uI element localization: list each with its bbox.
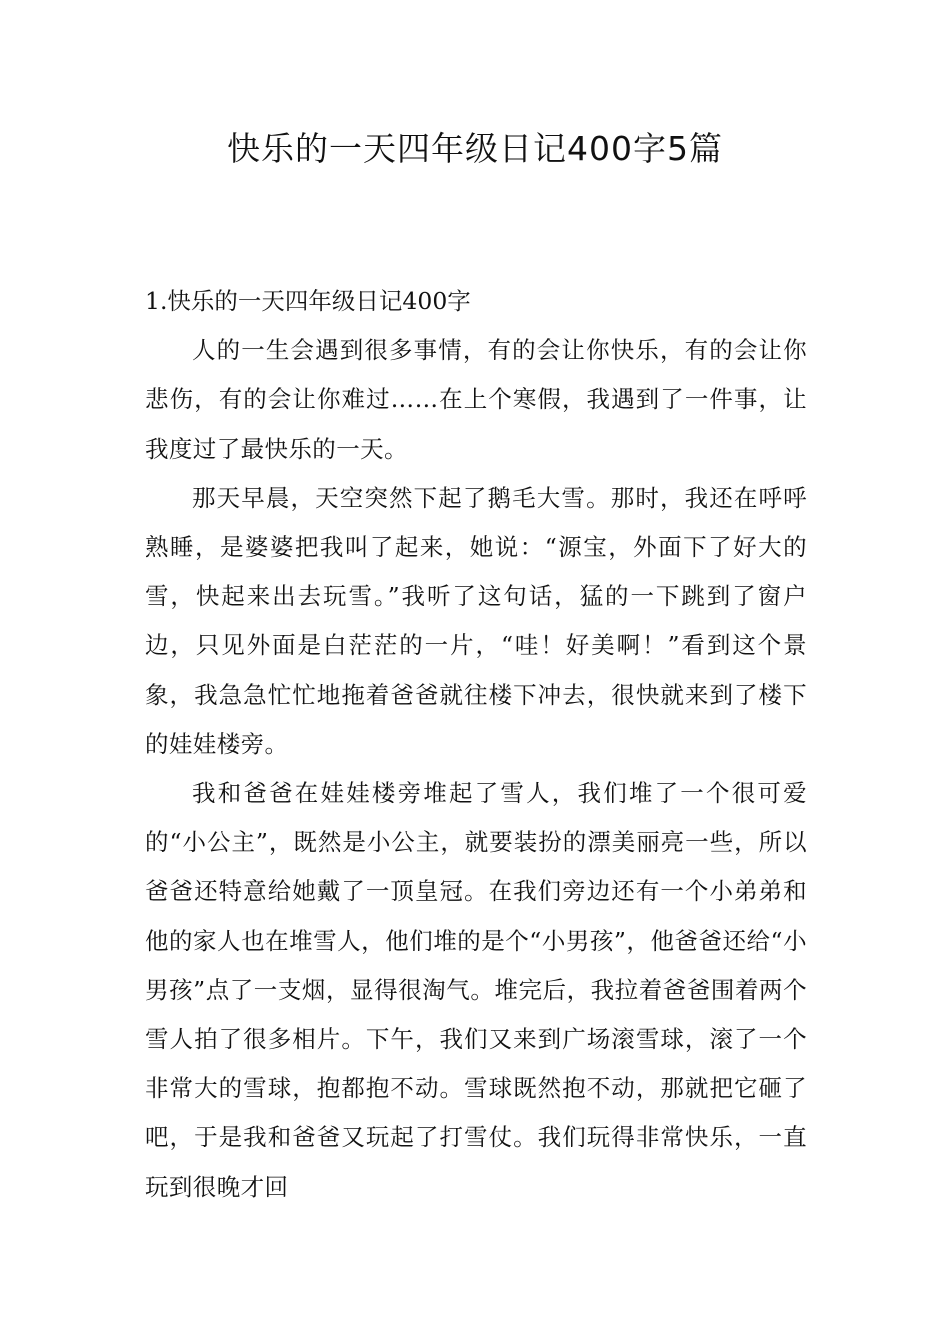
document-title: 快乐的一天四年级日记400字5篇 xyxy=(227,129,723,168)
document-body xyxy=(145,277,807,1212)
section-heading: 1.快乐的一天四年级日记400字 xyxy=(145,287,471,315)
paragraph-1: 人的一生会遇到很多事情，有的会让你快乐，有的会让你悲伤，有的会让你难过……在上个寒假，我遇到了一件事，让我度过了最快乐的一天。 xyxy=(145,336,807,463)
paragraph-2: 那天早晨，天空突然下起了鹅毛大雪。那时，我还在呼呼熟睡，是婆婆把我叫了起来，她说：“源宝，外面下了好大的雪，快起来出去玩雪。”我听了这句话，猛的一下跳到了窗户边，只见外面是白茫茫的一片，“哇！好美啊！”看到这个景象，我急急忙忙地拖着爸爸就往楼下冲去，很快就来到了楼下的娃娃楼旁。 xyxy=(145,483,807,758)
paragraph-3: 我和爸爸在娃娃楼旁堆起了雪人，我们堆了一个很可爱的“小公主”，既然是小公主，就要装扮的漂美丽亮一些，所以爸爸还特意给她戴了一顶皇冠。在我们旁边还有一个小弟弟和他的家人也在堆雪人，他们堆的是个“小男孩”，他爸爸还给“小男孩”点了一支烟，显得很淘气。堆完后，我拉着爸爸围着两个雪人拍了很多相片。下午，我们又来到广场滚雪球，滚了一个非常大的雪球，抱都抱不动。雪球既然抱不动，那就把它砸了吧，于是我和爸爸又玩起了打雪仗。我们玩得非常快乐，一直玩到很晚才回 xyxy=(145,779,807,1201)
